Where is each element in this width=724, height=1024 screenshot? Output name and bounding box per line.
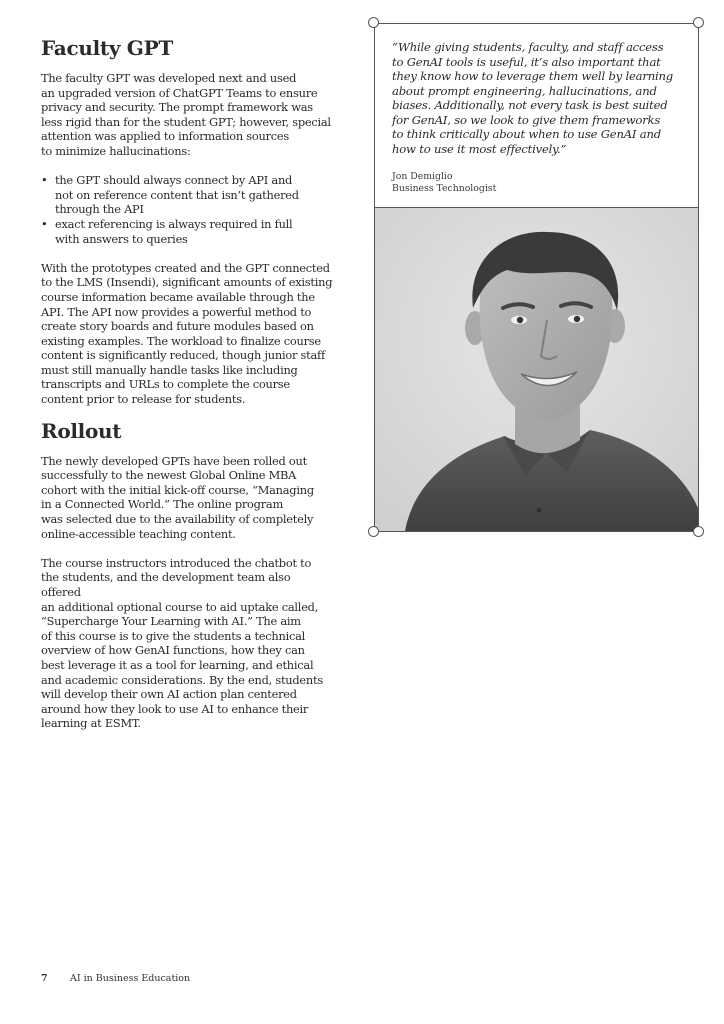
text-line: The faculty GPT was developed next and used xyxy=(41,71,297,85)
text-line: to minimize hallucinations: xyxy=(41,143,191,158)
quote-line: for GenAI, so we look to give them frameworks xyxy=(392,112,661,127)
text-line: with answers to queries xyxy=(55,231,188,246)
text-line: will develop their own AI action plan centered xyxy=(41,687,297,702)
attribution-role: Business Technologist xyxy=(392,183,497,194)
text-line: to the LMS (Insendi), significant amounts of existing xyxy=(41,275,333,290)
bullet-marker: • xyxy=(41,216,48,231)
text-line: The newly developed GPTs have been rolled out xyxy=(41,453,307,468)
text-line: must still manually handle tasks like including xyxy=(41,362,298,377)
quote-attribution xyxy=(392,171,496,195)
text-line: content is significantly reduced, though junior staff xyxy=(41,348,325,363)
text-line: course information became available through the xyxy=(41,289,315,304)
section-heading-faculty-gpt: Faculty GPT xyxy=(41,36,173,60)
text-line: cohort with the initial kick-off course, “Managing xyxy=(41,482,314,497)
text-line: content prior to release for students. xyxy=(41,392,246,407)
text-line: an additional optional course to aid uptake called, xyxy=(41,599,319,614)
text-line: transcripts and URLs to complete the course xyxy=(41,377,290,392)
quote-line: they know how to leverage them well by learning xyxy=(392,69,673,83)
bullet-marker: • xyxy=(41,173,48,188)
text-line: successfully to the newest Global Online MBA xyxy=(41,468,297,483)
quote-line: about prompt engineering, hallucinations, and xyxy=(392,83,657,98)
list-item xyxy=(41,217,333,246)
quote-line: biases. Additionally, not every task is best suited xyxy=(392,98,668,112)
text-line: and academic considerations. By the end, students xyxy=(41,672,323,687)
pull-quote xyxy=(392,40,684,156)
page-footer xyxy=(41,973,190,985)
text-line: online-accessible teaching content. xyxy=(41,526,236,541)
quote-line: to GenAI tools is useful, it’s also important that xyxy=(392,54,661,69)
text-line: exact referencing is always required in full xyxy=(55,216,293,231)
resize-handle-bottom-right[interactable] xyxy=(693,526,704,537)
requirements-list xyxy=(41,173,333,246)
text-line: “Supercharge Your Learning with AI.” The aim xyxy=(41,614,301,629)
rollout-paragraph xyxy=(41,454,333,542)
text-line: learning at ESMT. xyxy=(41,716,141,731)
course-paragraph xyxy=(41,556,333,731)
attribution-name: Jon Demiglio xyxy=(392,171,453,182)
section-heading-rollout: Rollout xyxy=(41,418,122,443)
text-line: of this course is to give the students a technical xyxy=(41,628,306,643)
resize-handle-top-left[interactable] xyxy=(368,17,379,28)
text-line: the students, and the development team also offered xyxy=(41,570,291,599)
faculty-gpt-intro-paragraph xyxy=(41,71,333,159)
text-line: With the prototypes created and the GPT connected xyxy=(41,260,330,275)
text-line: not on reference content that isn’t gathered xyxy=(55,187,299,202)
quote-line: how to use it most effectively.” xyxy=(392,141,567,156)
text-line: The course instructors introduced the chatbot to xyxy=(41,555,312,570)
article-column xyxy=(41,36,333,731)
quote-line: to think critically about when to use GenAI and xyxy=(392,127,661,141)
text-line: an upgraded version of ChatGPT Teams to ensure xyxy=(41,85,318,100)
text-line: existing examples. The workload to finalize course xyxy=(41,333,321,348)
list-item xyxy=(41,173,333,217)
text-line: less rigid than for the student GPT; however, special xyxy=(41,114,331,129)
text-line: best leverage it as a tool for learning, and ethical xyxy=(41,657,314,672)
text-line: create story boards and future modules based on xyxy=(41,319,314,334)
page-number: 7 xyxy=(41,973,48,984)
api-paragraph xyxy=(41,261,333,407)
text-line: overview of how GenAI functions, how they can xyxy=(41,643,305,658)
text-line: in a Connected World.” The online program xyxy=(41,497,283,512)
resize-handle-bottom-left[interactable] xyxy=(368,526,379,537)
portrait-photo xyxy=(375,208,698,531)
resize-handle-top-right[interactable] xyxy=(693,17,704,28)
text-line: the GPT should always connect by API and xyxy=(55,173,293,188)
publication-title: AI in Business Education xyxy=(70,973,191,984)
text-line: API. The API now provides a powerful method to xyxy=(41,304,312,319)
quote-frame[interactable] xyxy=(374,23,699,532)
text-line: privacy and security. The prompt framework was xyxy=(41,100,313,115)
text-line: around how they look to use AI to enhance their xyxy=(41,701,309,716)
text-line: attention was applied to information sources xyxy=(41,129,290,144)
text-line: through the API xyxy=(55,202,144,217)
quote-line: “While giving students, faculty, and staff access xyxy=(392,40,664,54)
text-line: was selected due to the availability of completely xyxy=(41,512,314,527)
